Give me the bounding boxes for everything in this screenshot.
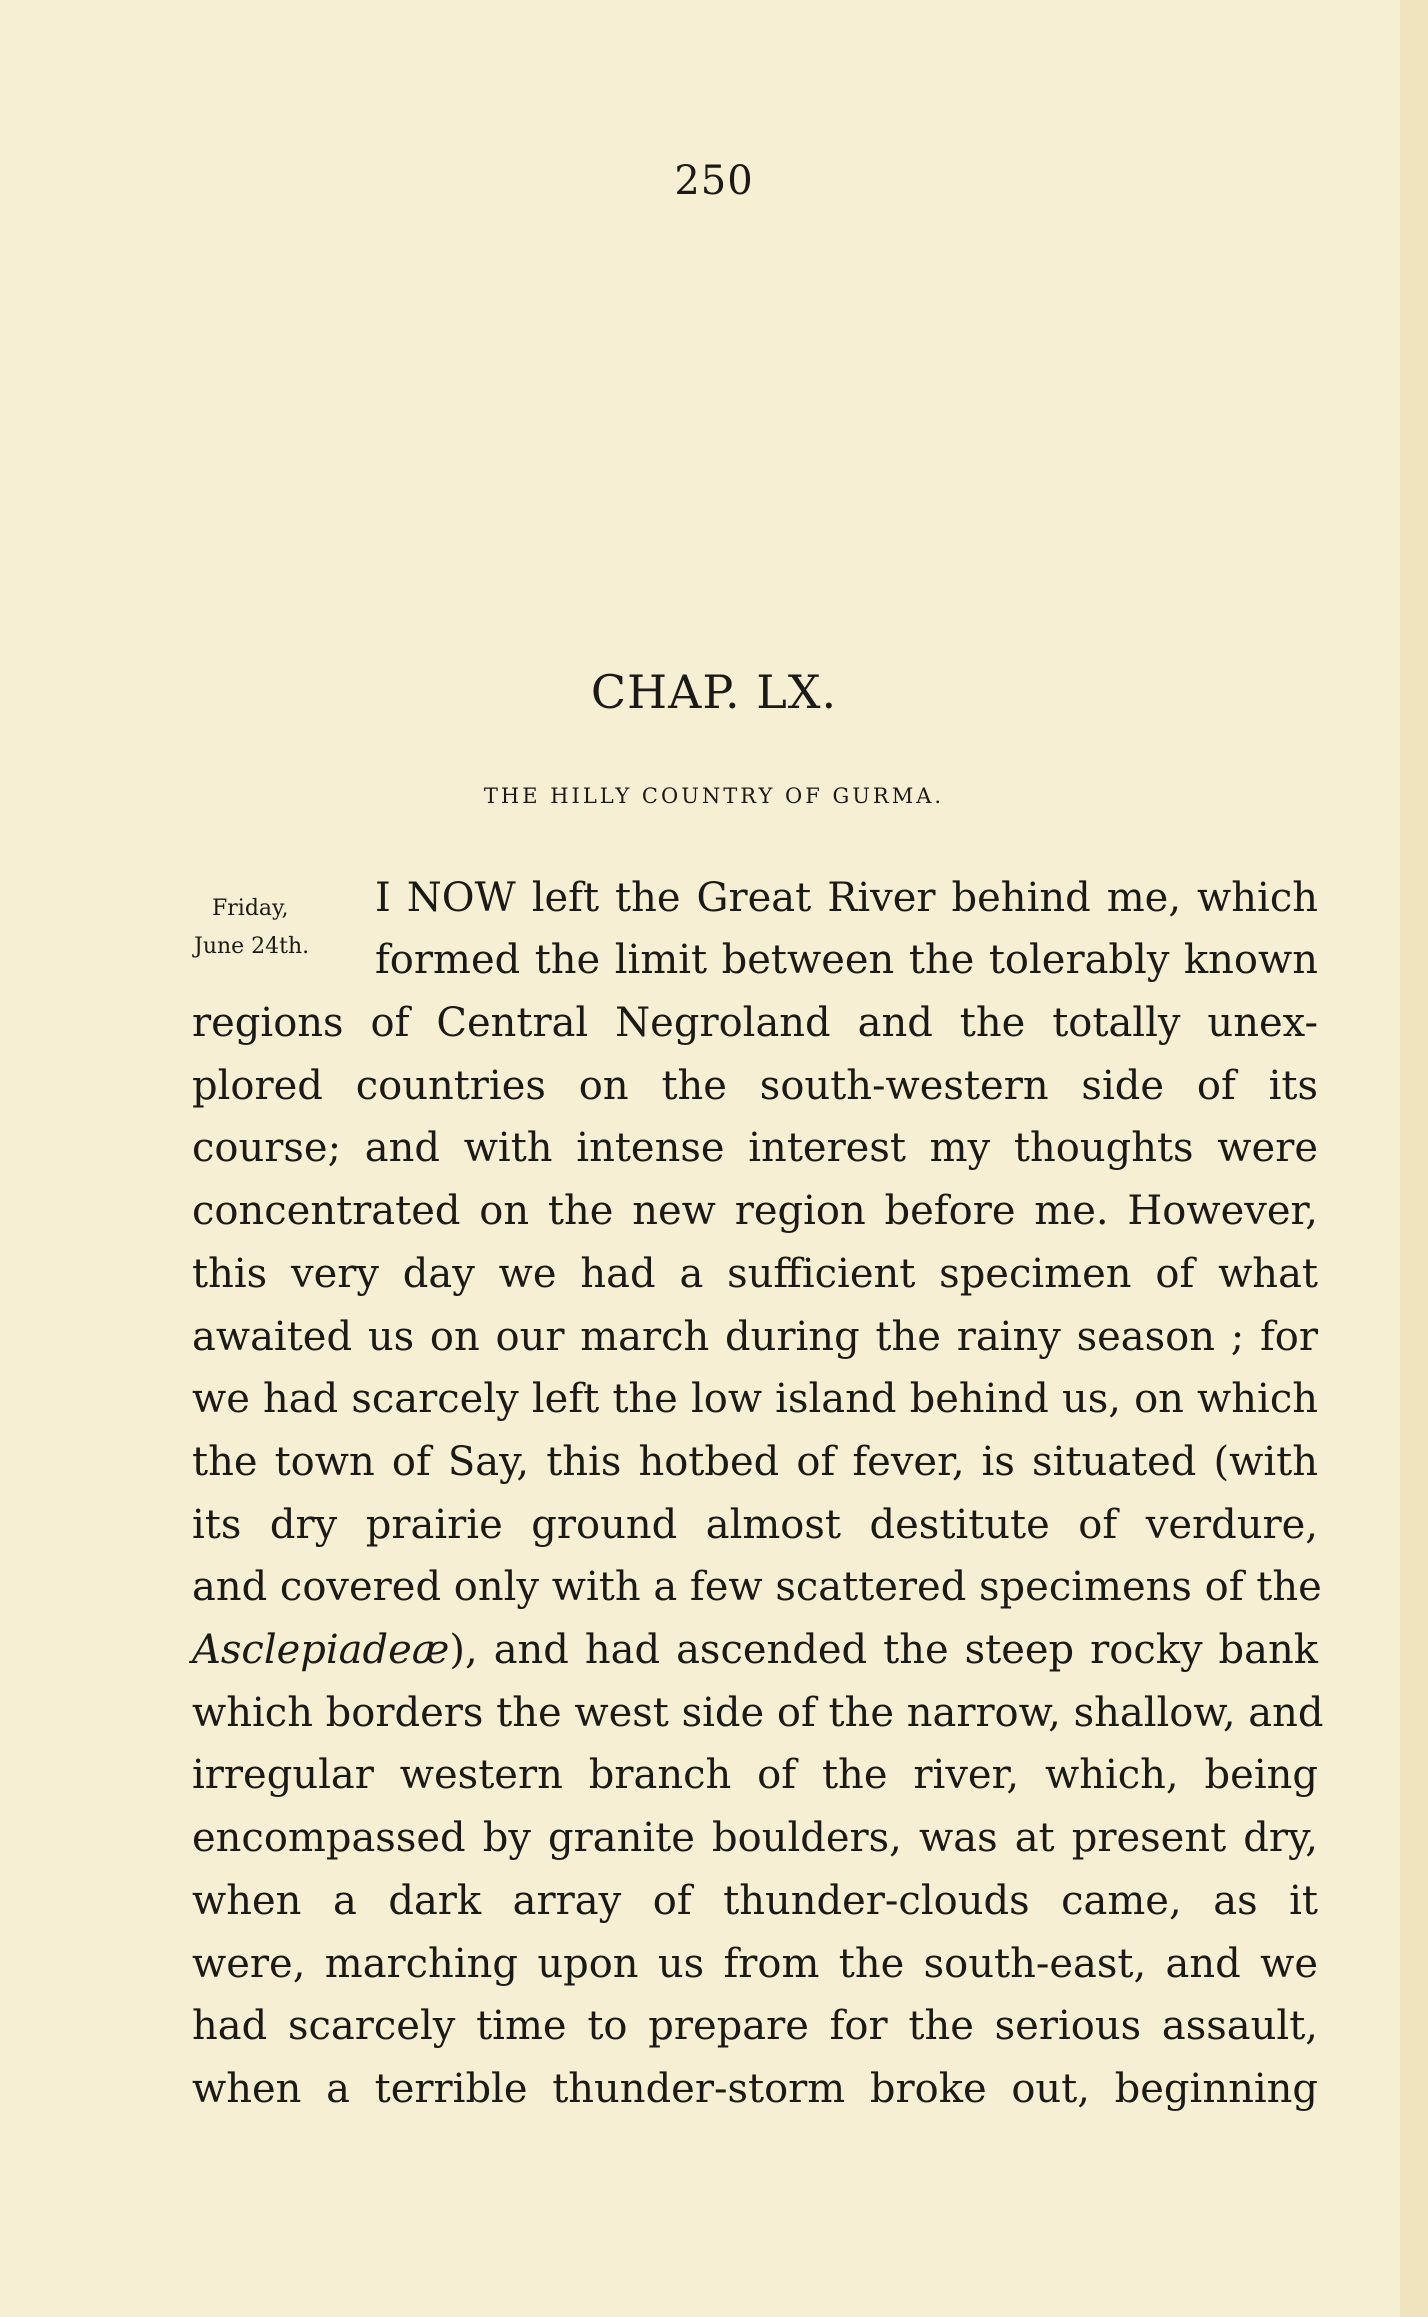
text-line: were, marching upon us from the south-east, and we [192, 1941, 1318, 1987]
text-line: awaited us on our march during the rainy season ; for [192, 1314, 1318, 1360]
text-line: which borders the west side of the narrow, shallow, and [192, 1690, 1324, 1736]
margin-note-date: June 24th. [194, 934, 310, 959]
text-line: its dry prairie ground almost destitute of verdure, [192, 1502, 1318, 1548]
text-line-italic-start: Asclepiadeæ), and had ascended the steep rocky bank [192, 1627, 1318, 1673]
text-line: formed the limit between the tolerably known [375, 937, 1318, 983]
text-line: had scarcely time to prepare for the serious assault, [192, 2003, 1318, 2049]
text-line: I NOW left the Great River behind me, which [375, 875, 1318, 921]
chapter-title: CHAP. LX. [590, 665, 838, 719]
page-number: 250 [674, 158, 754, 204]
text-line: the town of Say, this hotbed of fever, is situated (with [192, 1439, 1318, 1485]
text-line: when a terrible thunder-storm broke out, beginning [192, 2066, 1318, 2112]
page-edge [1400, 0, 1428, 2317]
text-line: this very day we had a sufficient specimen of what [192, 1251, 1318, 1297]
text-line: encompassed by granite boulders, was at present dry, [192, 1815, 1318, 1861]
margin-note-day: Friday, [212, 896, 289, 921]
italic-species-name: Asclepiadeæ [192, 1627, 450, 1673]
text-line: plored countries on the south-western side of its [192, 1063, 1318, 1109]
text-line: concentrated on the new region before me. However, [192, 1188, 1318, 1234]
text-line: and covered only with a few scattered specimens of the [192, 1564, 1322, 1610]
text-line: when a dark array of thunder-clouds came, as it [192, 1878, 1318, 1924]
text-line: regions of Central Negroland and the totally unex- [192, 1000, 1318, 1046]
text-line: course; and with intense interest my thoughts were [192, 1125, 1318, 1171]
text-line: irregular western branch of the river, which, being [192, 1752, 1318, 1798]
text-line: we had scarcely left the low island behind us, on which [192, 1376, 1318, 1422]
chapter-subtitle: THE HILLY COUNTRY OF GURMA. [483, 784, 945, 808]
